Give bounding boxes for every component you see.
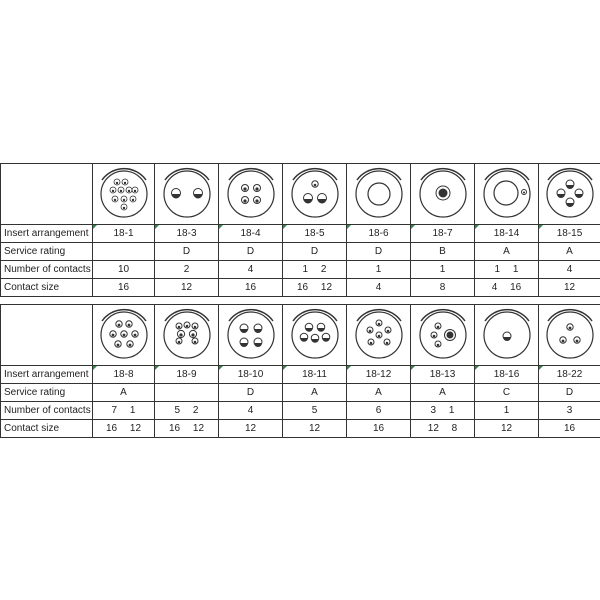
contacts-cell: 6 [347, 402, 411, 420]
corner-cell [1, 164, 93, 225]
row-label-number-of-contacts: Number of contacts [1, 261, 93, 279]
insert-diagram-18-16 [475, 305, 539, 366]
connector-face-icon [413, 307, 473, 363]
arrangement-cell: 18-1 [93, 225, 155, 243]
insert-diagram-row [1, 164, 600, 225]
insert-diagram-row [1, 305, 600, 366]
contacts-cell: 3 [539, 402, 600, 420]
number-of-contacts-row [1, 261, 600, 279]
row-label-contact-size: Contact size [1, 420, 93, 438]
arrangement-cell: 18-7 [411, 225, 475, 243]
insert-diagram-18-1 [93, 164, 155, 225]
arrangement-cell: 18-15 [539, 225, 600, 243]
size-cell: 12 [475, 420, 539, 438]
contact-size-row [1, 420, 600, 438]
row-label-service-rating: Service rating [1, 243, 93, 261]
rating-cell [93, 243, 155, 261]
connector-face-icon [221, 307, 281, 363]
rating-cell: A [539, 243, 600, 261]
rating-cell [155, 384, 219, 402]
contacts-cell: 1 [347, 261, 411, 279]
connector-face-icon [157, 307, 217, 363]
connector-face-icon [349, 307, 409, 363]
connector-face-icon [94, 166, 154, 222]
contacts-cell: 4 [539, 261, 600, 279]
size-cell: 12 [219, 420, 283, 438]
rating-cell: D [539, 384, 600, 402]
rating-cell: B [411, 243, 475, 261]
connector-face-icon [349, 166, 409, 222]
insert-diagram-18-15 [539, 164, 600, 225]
connector-face-icon [540, 166, 600, 222]
arrangement-cell: 18-12 [347, 366, 411, 384]
row-label-service-rating: Service rating [1, 384, 93, 402]
size-cell: 4 16 [475, 279, 539, 297]
contact-size-row [1, 279, 600, 297]
contacts-cell: 4 [219, 402, 283, 420]
insert-diagram-18-6 [347, 164, 411, 225]
insert-diagram-18-13 [411, 305, 475, 366]
insert-diagram-18-3 [155, 164, 219, 225]
table-grid [0, 304, 600, 438]
rating-cell: A [475, 243, 539, 261]
service-rating-row [1, 384, 600, 402]
row-label-number-of-contacts: Number of contacts [1, 402, 93, 420]
insert-arrangement-row [1, 366, 600, 384]
insert-diagram-18-5 [283, 164, 347, 225]
service-rating-row [1, 243, 600, 261]
rating-cell: A [347, 384, 411, 402]
rating-cell: D [347, 243, 411, 261]
size-cell: 12 8 [411, 420, 475, 438]
contacts-cell: 1 2 [283, 261, 347, 279]
insert-diagram-18-4 [219, 164, 283, 225]
insert-diagram-18-12 [347, 305, 411, 366]
insert-table-2 [0, 304, 600, 438]
contacts-cell: 7 1 [93, 402, 155, 420]
size-cell: 12 [283, 420, 347, 438]
insert-arrangement-row [1, 225, 600, 243]
insert-diagram-18-14 [475, 164, 539, 225]
number-of-contacts-row [1, 402, 600, 420]
arrangement-cell: 18-9 [155, 366, 219, 384]
rating-cell: D [219, 384, 283, 402]
contacts-cell: 3 1 [411, 402, 475, 420]
connector-face-icon [413, 166, 473, 222]
arrangement-cell: 18-11 [283, 366, 347, 384]
row-label-contact-size: Contact size [1, 279, 93, 297]
size-cell: 16 12 [283, 279, 347, 297]
connector-face-icon [157, 166, 217, 222]
insert-diagram-18-8 [93, 305, 155, 366]
arrangement-cell: 18-22 [539, 366, 600, 384]
insert-table-1 [0, 163, 600, 297]
contacts-cell: 1 [411, 261, 475, 279]
size-cell: 16 12 [155, 420, 219, 438]
connector-face-icon [477, 307, 537, 363]
size-cell: 16 [93, 279, 155, 297]
table-grid [0, 163, 600, 297]
arrangement-cell: 18-8 [93, 366, 155, 384]
rating-cell: A [411, 384, 475, 402]
size-cell: 4 [347, 279, 411, 297]
contacts-cell: 10 [93, 261, 155, 279]
arrangement-cell: 18-13 [411, 366, 475, 384]
size-cell: 16 12 [93, 420, 155, 438]
rating-cell: D [155, 243, 219, 261]
arrangement-cell: 18-14 [475, 225, 539, 243]
rating-cell: A [93, 384, 155, 402]
size-cell: 16 [347, 420, 411, 438]
arrangement-cell: 18-10 [219, 366, 283, 384]
size-cell: 12 [155, 279, 219, 297]
connector-face-icon [221, 166, 281, 222]
arrangement-cell: 18-3 [155, 225, 219, 243]
insert-diagram-18-10 [219, 305, 283, 366]
contacts-cell: 2 [155, 261, 219, 279]
size-cell: 12 [539, 279, 600, 297]
insert-diagram-18-22 [539, 305, 600, 366]
row-label-insert-arrangement: Insert arrangement [1, 366, 93, 384]
connector-face-icon [477, 166, 537, 222]
arrangement-cell: 18-16 [475, 366, 539, 384]
connector-face-icon [540, 307, 600, 363]
contacts-cell: 5 2 [155, 402, 219, 420]
insert-diagram-18-9 [155, 305, 219, 366]
connector-face-icon [94, 307, 154, 363]
arrangement-cell: 18-4 [219, 225, 283, 243]
row-label-insert-arrangement: Insert arrangement [1, 225, 93, 243]
contacts-cell: 5 [283, 402, 347, 420]
arrangement-cell: 18-6 [347, 225, 411, 243]
rating-cell: C [475, 384, 539, 402]
rating-cell: D [219, 243, 283, 261]
size-cell: 16 [219, 279, 283, 297]
contacts-cell: 1 [475, 402, 539, 420]
rating-cell: A [283, 384, 347, 402]
arrangement-cell: 18-5 [283, 225, 347, 243]
insert-diagram-18-11 [283, 305, 347, 366]
size-cell: 16 [539, 420, 600, 438]
size-cell: 8 [411, 279, 475, 297]
connector-face-icon [285, 307, 345, 363]
corner-cell [1, 305, 93, 366]
contacts-cell: 1 1 [475, 261, 539, 279]
connector-face-icon [285, 166, 345, 222]
rating-cell: D [283, 243, 347, 261]
contacts-cell: 4 [219, 261, 283, 279]
insert-diagram-18-7 [411, 164, 475, 225]
